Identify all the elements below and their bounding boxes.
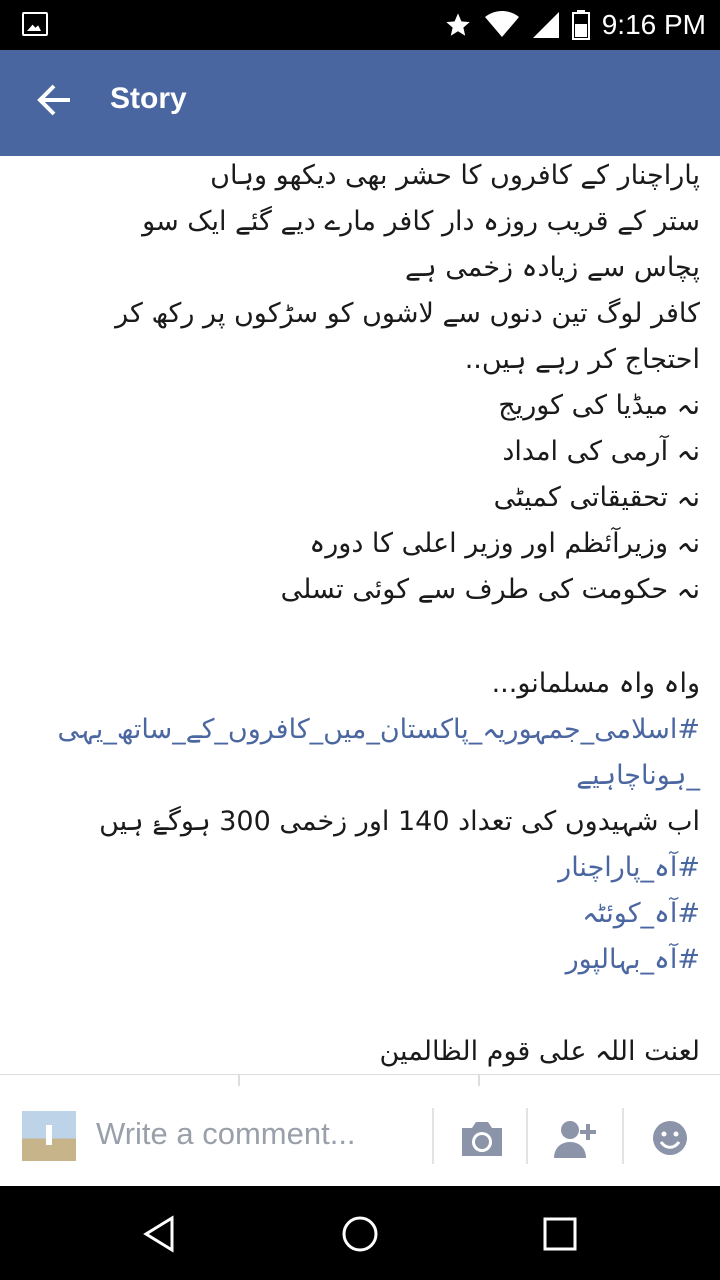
post-line: نہ وزیرآئظم اور وزیر اعلی کا دورہ [309, 528, 700, 559]
page-title: Story [110, 82, 187, 115]
status-bar [0, 0, 720, 50]
post-line: پاراچنار کے کافروں کا حشر بھی دیکھو وہاں [210, 160, 700, 191]
comment-input[interactable]: Write a comment... [96, 1116, 356, 1151]
hashtag-link[interactable]: #آہ_پاراچنار [558, 852, 700, 883]
hashtag-link[interactable]: _ہوناچاہیے [576, 760, 700, 791]
avatar [22, 1111, 76, 1161]
back-triangle-icon[interactable] [140, 1214, 180, 1254]
home-circle-icon[interactable] [340, 1214, 380, 1254]
post-line: نہ میڈیا کی کوریج [498, 390, 700, 421]
battery-icon [572, 10, 590, 40]
post-line: لعنت اللہ علی قوم الظالمین [379, 1036, 700, 1067]
post-line: ستر کے قریب روزہ دار کافر مارے دیے گئے ایک سو [142, 206, 700, 237]
post-line: پچاس سے زیادہ زخمی ہے [404, 252, 700, 283]
post-line: احتجاج کر رہے ہیں.. [464, 344, 700, 375]
status-time: 9:16 PM [601, 9, 706, 40]
composer-divider [432, 1108, 434, 1164]
star-icon [444, 11, 472, 39]
post-line: واہ واہ مسلمانو... [491, 668, 700, 699]
recents-square-icon[interactable] [540, 1214, 580, 1254]
comment-composer [0, 1086, 720, 1186]
app-bar [0, 50, 720, 156]
hashtag-link[interactable]: #آہ_کوئٹہ [582, 898, 700, 929]
composer-divider [526, 1108, 528, 1164]
wifi-icon [484, 11, 520, 39]
post-line: نہ آرمی کی امداد [502, 436, 700, 467]
signal-icon [532, 11, 560, 39]
system-nav-bar [0, 1186, 720, 1280]
composer-divider [622, 1108, 624, 1164]
add-person-icon[interactable] [550, 1114, 602, 1162]
post-line: کافر لوگ تین دنوں سے لاشوں کو سڑکوں پر رکھ کر [115, 298, 700, 329]
image-icon [22, 12, 48, 36]
post-line: اب شہیدوں کی تعداد 140 اور زخمی 300 ہوگۓ ہیں [99, 806, 700, 837]
hashtag-link[interactable]: #اسلامی_جمہوریہ_پاکستان_میں_کافروں_کے_ساتھ_یہی [57, 714, 700, 745]
post-line: نہ حکومت کی طرف سے کوئی تسلی [280, 574, 700, 605]
arrow-back-icon[interactable] [34, 80, 74, 120]
status-icons [444, 0, 706, 50]
camera-icon[interactable] [456, 1114, 508, 1162]
emoji-icon[interactable] [644, 1114, 696, 1162]
hashtag-link[interactable]: #آہ_بہالپور [565, 944, 700, 975]
post-content [0, 156, 720, 1080]
post-line: نہ تحقیقاتی کمیٹی [493, 482, 700, 513]
